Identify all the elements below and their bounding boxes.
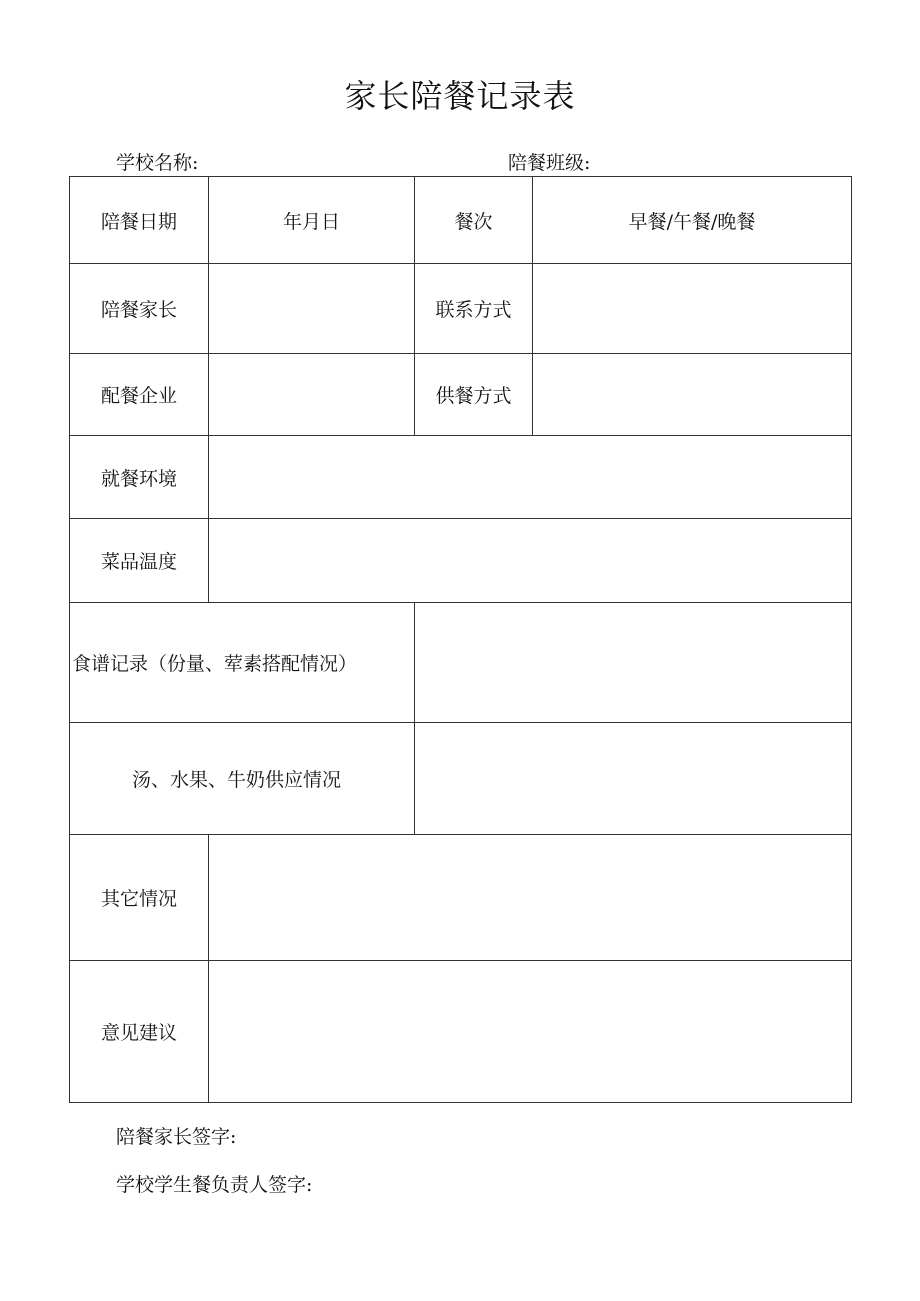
- table-row: [70, 723, 852, 835]
- opinion-field[interactable]: [209, 961, 852, 1103]
- meal-label: 餐次: [415, 177, 533, 264]
- meal-record-table: [69, 176, 852, 1103]
- other-label: 其它情况: [70, 835, 209, 961]
- parent-label: 陪餐家长: [70, 264, 209, 354]
- table-row: [70, 961, 852, 1103]
- parent-signature-label: 陪餐家长签字:: [116, 1126, 237, 1148]
- supply-field[interactable]: [533, 354, 852, 436]
- temperature-label: 菜品温度: [70, 519, 209, 603]
- date-field[interactable]: 年月日: [209, 177, 415, 264]
- contact-field[interactable]: [533, 264, 852, 354]
- temperature-field[interactable]: [209, 519, 852, 603]
- supply-label: 供餐方式: [415, 354, 533, 436]
- table-row: [70, 177, 852, 264]
- table-row: [70, 603, 852, 723]
- meal-field[interactable]: 早餐/午餐/晚餐: [533, 177, 852, 264]
- company-field[interactable]: [209, 354, 415, 436]
- other-field[interactable]: [209, 835, 852, 961]
- table-row: [70, 436, 852, 519]
- company-label: 配餐企业: [70, 354, 209, 436]
- date-label: 陪餐日期: [70, 177, 209, 264]
- menu-field[interactable]: [415, 603, 852, 723]
- soup-label: 汤、水果、牛奶供应情况: [70, 723, 415, 835]
- school-signature-label: 学校学生餐负责人签字:: [116, 1174, 313, 1196]
- school-name-label: 学校名称:: [116, 152, 199, 174]
- table-row: [70, 354, 852, 436]
- table-row: [70, 519, 852, 603]
- environment-field[interactable]: [209, 436, 852, 519]
- opinion-label: 意见建议: [70, 961, 209, 1103]
- table-row: [70, 264, 852, 354]
- menu-label: 食谱记录（份量、荤素搭配情况）: [70, 603, 415, 723]
- class-label: 陪餐班级:: [508, 152, 591, 174]
- environment-label: 就餐环境: [70, 436, 209, 519]
- table-row: [70, 835, 852, 961]
- parent-field[interactable]: [209, 264, 415, 354]
- contact-label: 联系方式: [415, 264, 533, 354]
- page-title: 家长陪餐记录表: [344, 77, 576, 115]
- soup-field[interactable]: [415, 723, 852, 835]
